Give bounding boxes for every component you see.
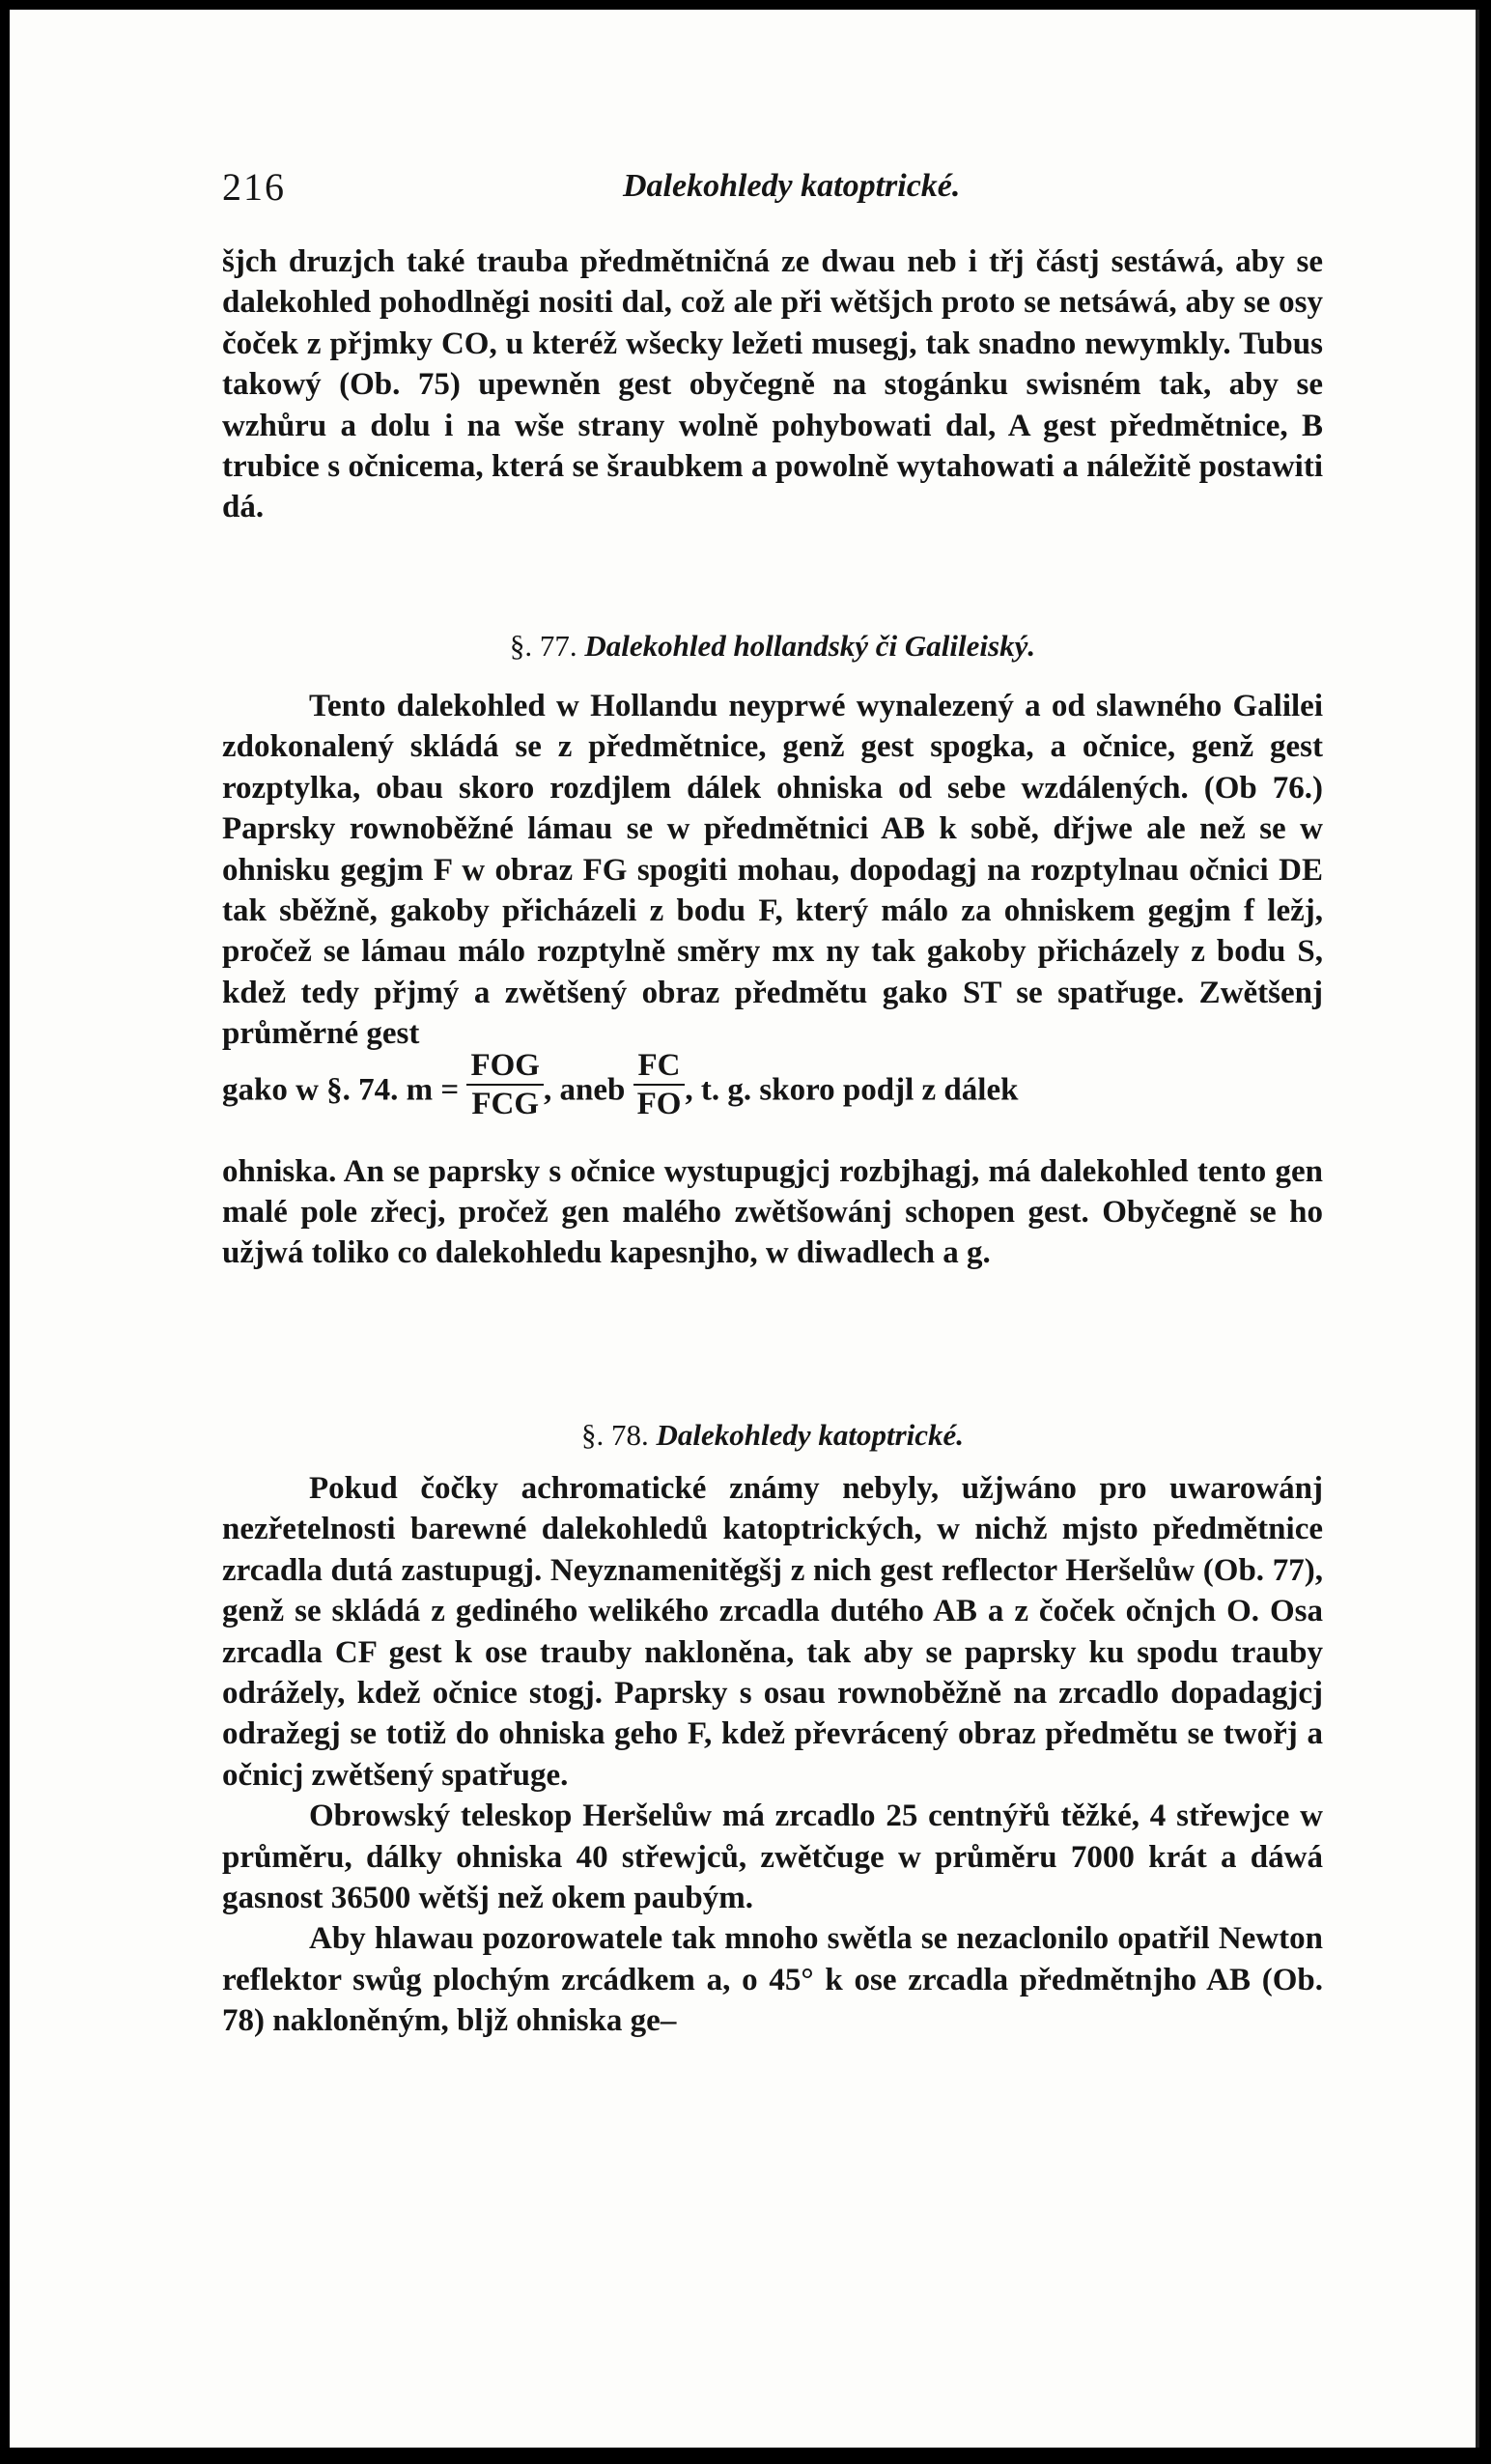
running-title: Dalekohledy katoptrické. <box>623 168 961 204</box>
paragraph-newton-reflector: Aby hlawau pozorowatele tak mnoho swětla se nezaclonilo opatřil Newton reflektor swůg plochým zrcádkem a, o 45° k ose zrcadla předmětnjho AB (Ob. 78) nakloněným, bljž ohniska ge– <box>222 1921 1323 2039</box>
running-header <box>222 164 1323 212</box>
fraction-fc-fo <box>633 1047 686 1122</box>
book-page <box>10 10 1479 2448</box>
paragraph-galilean: Tento dalekohled w Hollandu neyprwé wynalezený a od slawného Galilei zdokonalený skládá se z předmětnice, genž gest spogka, a očnice, genž gest rozptylka, obau skoro rozdjlem dálek ohniska od sebe wzdálených. (Ob 76.) Paprsky rownoběžné lámau se w předmětnici AB k sobě, dřjwe ale než se w ohnisku gegjm F w obraz FG spogiti mohau, dopodagj na rozptylnau očnici DE tak sběžně, gakoby přicházeli z bodu F, který málo za ohniskem gegjm f ležj, pročež se lámau málo rozptylně směry mx ny tak gakoby přicházely z bodu S, kdež tedy přjmý a zwětšený obraz předmětu gako ST se spatřuge. Zwětšenj průměrné gest <box>222 689 1323 1052</box>
text-block-2 <box>222 686 1323 1274</box>
text-block-3 <box>222 1468 1323 2042</box>
section-heading-78 <box>222 1415 1323 1456</box>
paragraph-catoptric: Pokud čočky achromatické známy nebyly, užjwáno pro uwarowánj nezřetelnosti barewné dalekohledů katoptrických, w nichž mjsto předmětnice zrcadla dutá zastupugj. Neyznamenitěgšj z nich gest reflector Heršelůw (Ob. 77), genž se skládá z gediného welikého zrcadla dutého AB a z čoček očnjch O. Osa zrcadla CF gest k ose trauby nakloněna, tak aby se paprsky ku spodu trauby odrážely, kdež očnice stogj. Paprsky s osau rownoběžně na zrcadlo dopadagjcj odražegj se totiž do ohniska geho F, kdež převrácený obraz předmětu se twořj a očnicj zwětšený spatřuge. <box>222 1471 1323 1793</box>
paragraph-herschel-telescope: Obrowský teleskop Heršelůw má zrcadlo 25 centnýřů těžké, 4 střewjce w průměru, dálky ohniska 40 střewjců, zwětčuge w průměru 7000 krát a dáwá gasnost 36500 wětšj než okem paubým. <box>222 1798 1323 1916</box>
formula-prefix: gako w §. 74. m = <box>222 1072 460 1108</box>
section-title: Dalekohledy katoptrické. <box>656 1418 965 1452</box>
fraction-denominator: FCG <box>471 1086 540 1121</box>
fraction-fog-fcg <box>466 1047 544 1122</box>
section-title: Dalekohled hollandský či Galileiský. <box>584 629 1036 663</box>
section-heading <box>222 626 1323 666</box>
page-number: 216 <box>222 165 286 209</box>
paragraph-galilean-end: ohniska. An se paprsky s očnice wystupugjcj rozbjhagj, má dalekohled tento gen malé pole zřecj, pročež gen malého zwětšowánj schopen gest. Obyčegně se ho užjwá toliko co dalekohledu kapesnjho, w diwadlech a g. <box>222 1153 1323 1271</box>
section-heading-77 <box>222 626 1323 666</box>
fraction-numerator: FOG <box>466 1047 544 1086</box>
formula-suffix: , t. g. skoro podjl z dálek <box>685 1072 1019 1108</box>
section-number: §. 78. <box>580 1418 649 1452</box>
magnification-formula <box>222 1047 1323 1151</box>
section-number: §. 77. <box>509 629 577 663</box>
paragraph-continuation: šjch druzjch také trauba předmětničná ze dwau neb i třj částj sestáwá, aby se dalekohled pohodlněgi nositi dal, což ale při wětšjch proto se netsáwá, aby se osy čoček z přjmky CO, u kteréž wšecky ležeti musegj, tak snadno newymkly. Tubus takowý (Ob. 75) upewněn gest obyčegně na stogánku swisném tak, aby se wzhůru a dolu i na wše strany wolně pohybowati dal, A gest předmětnice, B trubice s očnicema, která se šraubkem a powolně wytahowati a náležitě postawiti dá. <box>222 244 1323 525</box>
fraction-numerator: FC <box>633 1047 686 1086</box>
section-heading <box>222 1415 1323 1456</box>
fraction-denominator: FO <box>636 1086 682 1121</box>
formula-middle: , aneb <box>543 1072 626 1108</box>
text-block-1 <box>222 241 1323 528</box>
